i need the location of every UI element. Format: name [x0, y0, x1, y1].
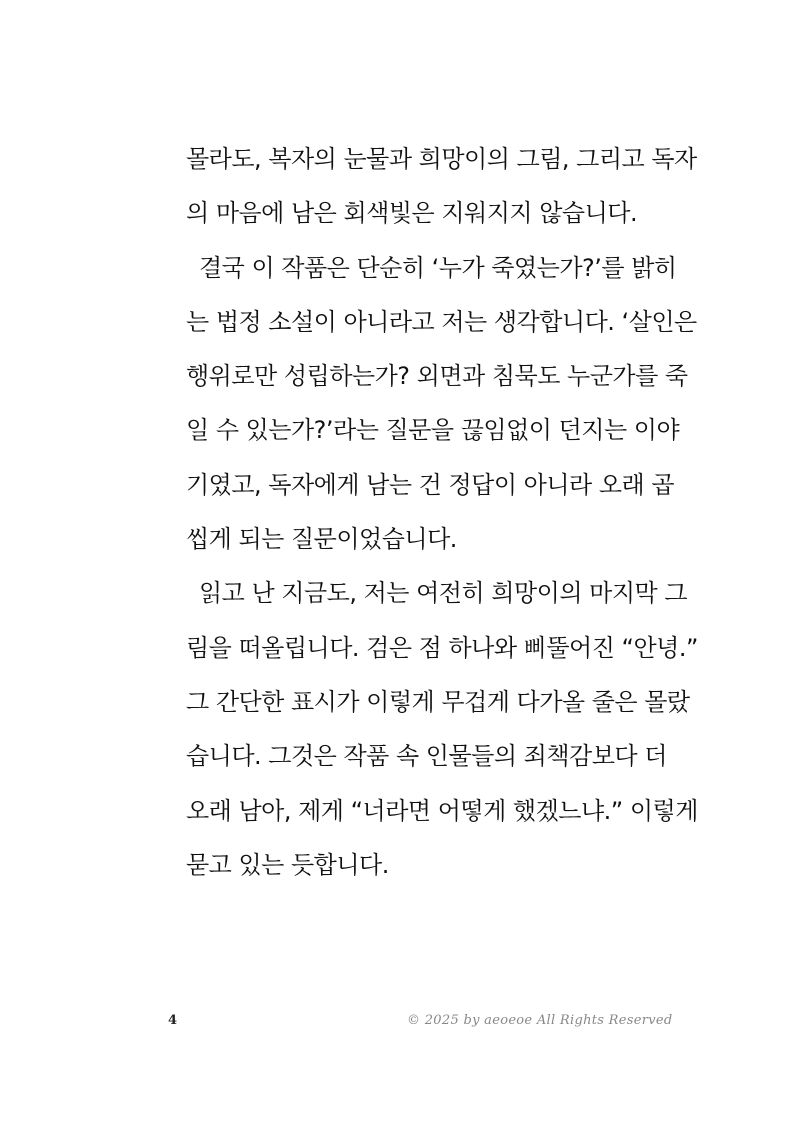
text-line-7: 기였고, 독자에게 남는 건 정답이 아니라 오래 곱	[186, 470, 675, 499]
text-line-8: 씹게 되는 질문이었습니다.	[186, 525, 457, 554]
text-line-6: 일 수 있는가?’라는 질문을 끊임없이 던지는 이야	[186, 416, 680, 445]
text-line-3: 결국 이 작품은 단순히 ‘누가 죽였는가?’를 밝히	[199, 253, 677, 282]
text-line-12: 습니다. 그것은 작품 속 인물들의 죄책감보다 더	[186, 742, 667, 771]
text-line-11: 그 간단한 표시가 이렇게 무겁게 다가올 줄은 몰랐	[186, 687, 690, 716]
copyright-notice: © 2025 by aeoeoe All Rights Reserved	[407, 1013, 673, 1028]
text-line-2: 의 마음에 남은 회색빛은 지워지지 않습니다.	[186, 199, 638, 228]
text-line-9: 읽고 난 지금도, 저는 여전히 희망이의 마지막 그	[199, 579, 688, 608]
page-number: 4	[168, 1013, 178, 1028]
text-line-5: 행위로만 성립하는가? 외면과 침묵도 누군가를 죽	[186, 362, 688, 391]
text-line-13: 오래 남아, 제게 “너라면 어떻게 했겠느냐.” 이렇게	[186, 796, 698, 825]
text-line-1: 몰라도, 복자의 눈물과 희망이의 그림, 그리고 독자	[186, 145, 697, 173]
body-text	[186, 132, 698, 892]
text-line-14: 묻고 있는 듯합니다.	[186, 850, 389, 879]
text-line-10: 림을 떠올립니다. 검은 점 하나와 삐뚤어진 “안녕.”	[186, 633, 698, 662]
text-line-4: 는 법정 소설이 아니라고 저는 생각합니다. ‘살인은	[186, 307, 697, 336]
